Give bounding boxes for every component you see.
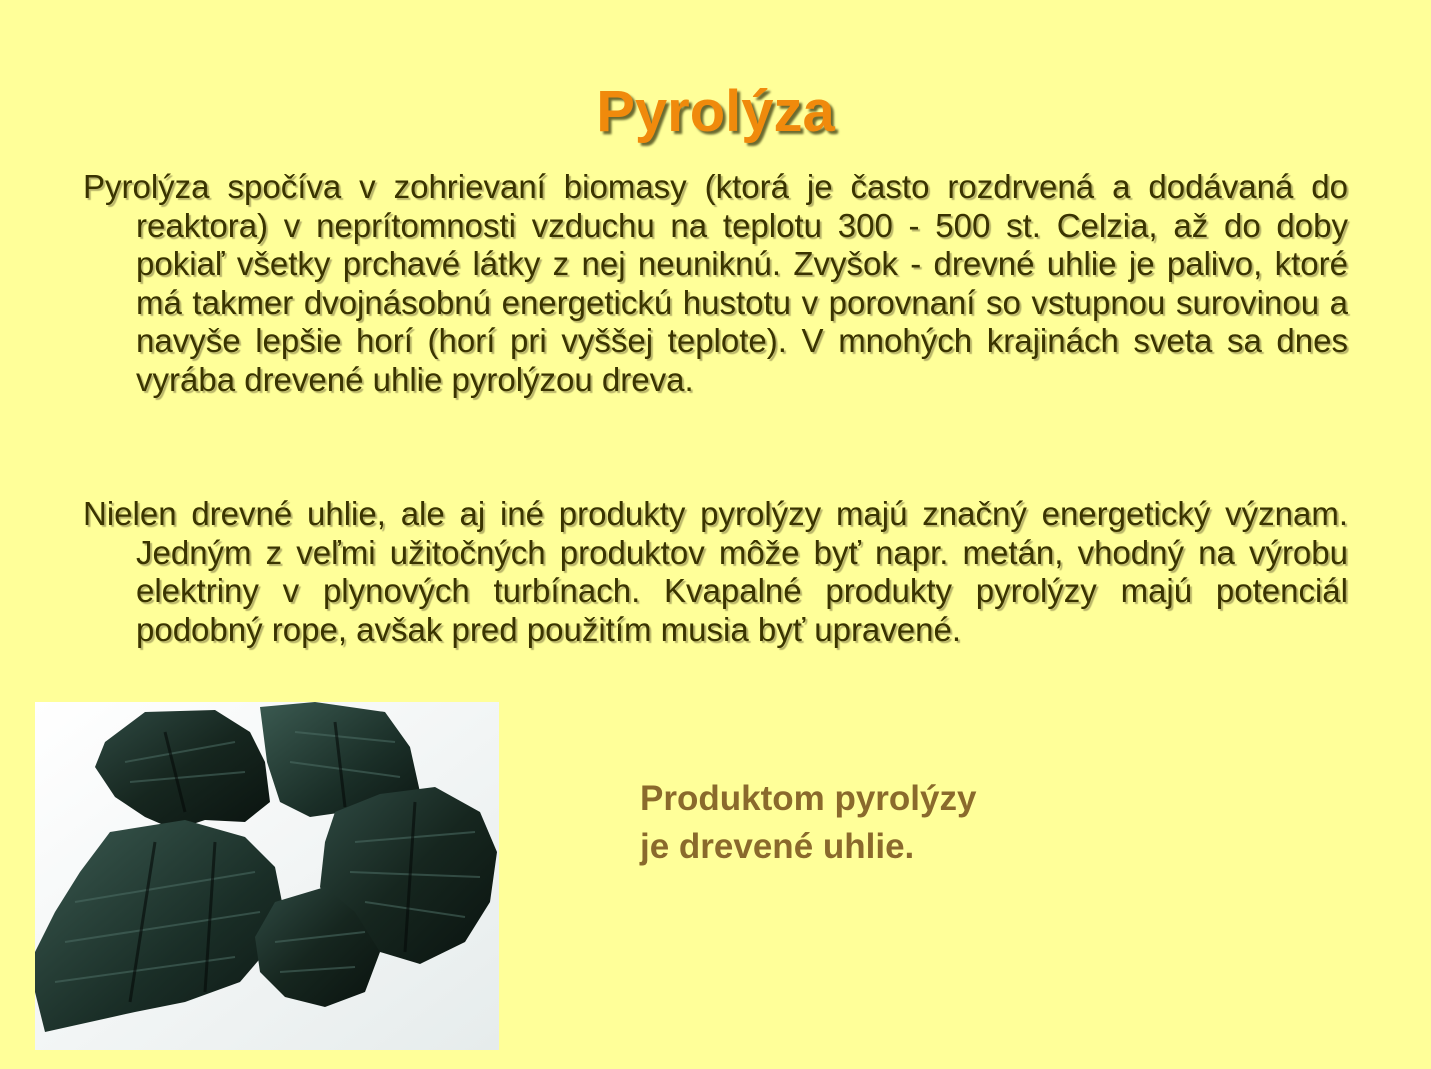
paragraph-pyrolysis-products: Nielen drevné uhlie, ale aj iné produkty pyrolýzy majú značný energetický význam. Jedným z veľmi užitočných produktov môže byť napr. metán, vhodný na výrobu elektriny v plynových turbínach. Kvapalné produkty pyrolýzy majú potenciál podobný rope, avšak pred použitím musia byť upravené. [83,495,1348,648]
caption-line-2: je drevené uhlie. [640,827,915,866]
caption-line-1: Produktom pyrolýzy [640,779,977,818]
photo-caption [640,775,1240,871]
charcoal-image [35,702,499,1050]
charcoal-photo [35,702,499,1050]
paragraph-pyrolysis-description: Pyrolýza spočíva v zohrievaní biomasy (ktorá je často rozdrvená a dodávaná do reaktora) v neprítomnosti vzduchu na teplotu 300 - 500 st. Celzia, až do doby pokiaľ všetky prchavé látky z nej neuniknú. Zvyšok - drevné uhlie je palivo, ktoré má takmer dvojnásobnú energetickú hustotu v porovnaní so vstupnou surovinou a navyše lepšie horí (horí pri vyššej teplote). V mnohých krajinách sveta sa dnes vyrába drevené uhlie pyrolýzou dreva. [83,168,1348,398]
slide-title: Pyrolýza [596,79,835,144]
